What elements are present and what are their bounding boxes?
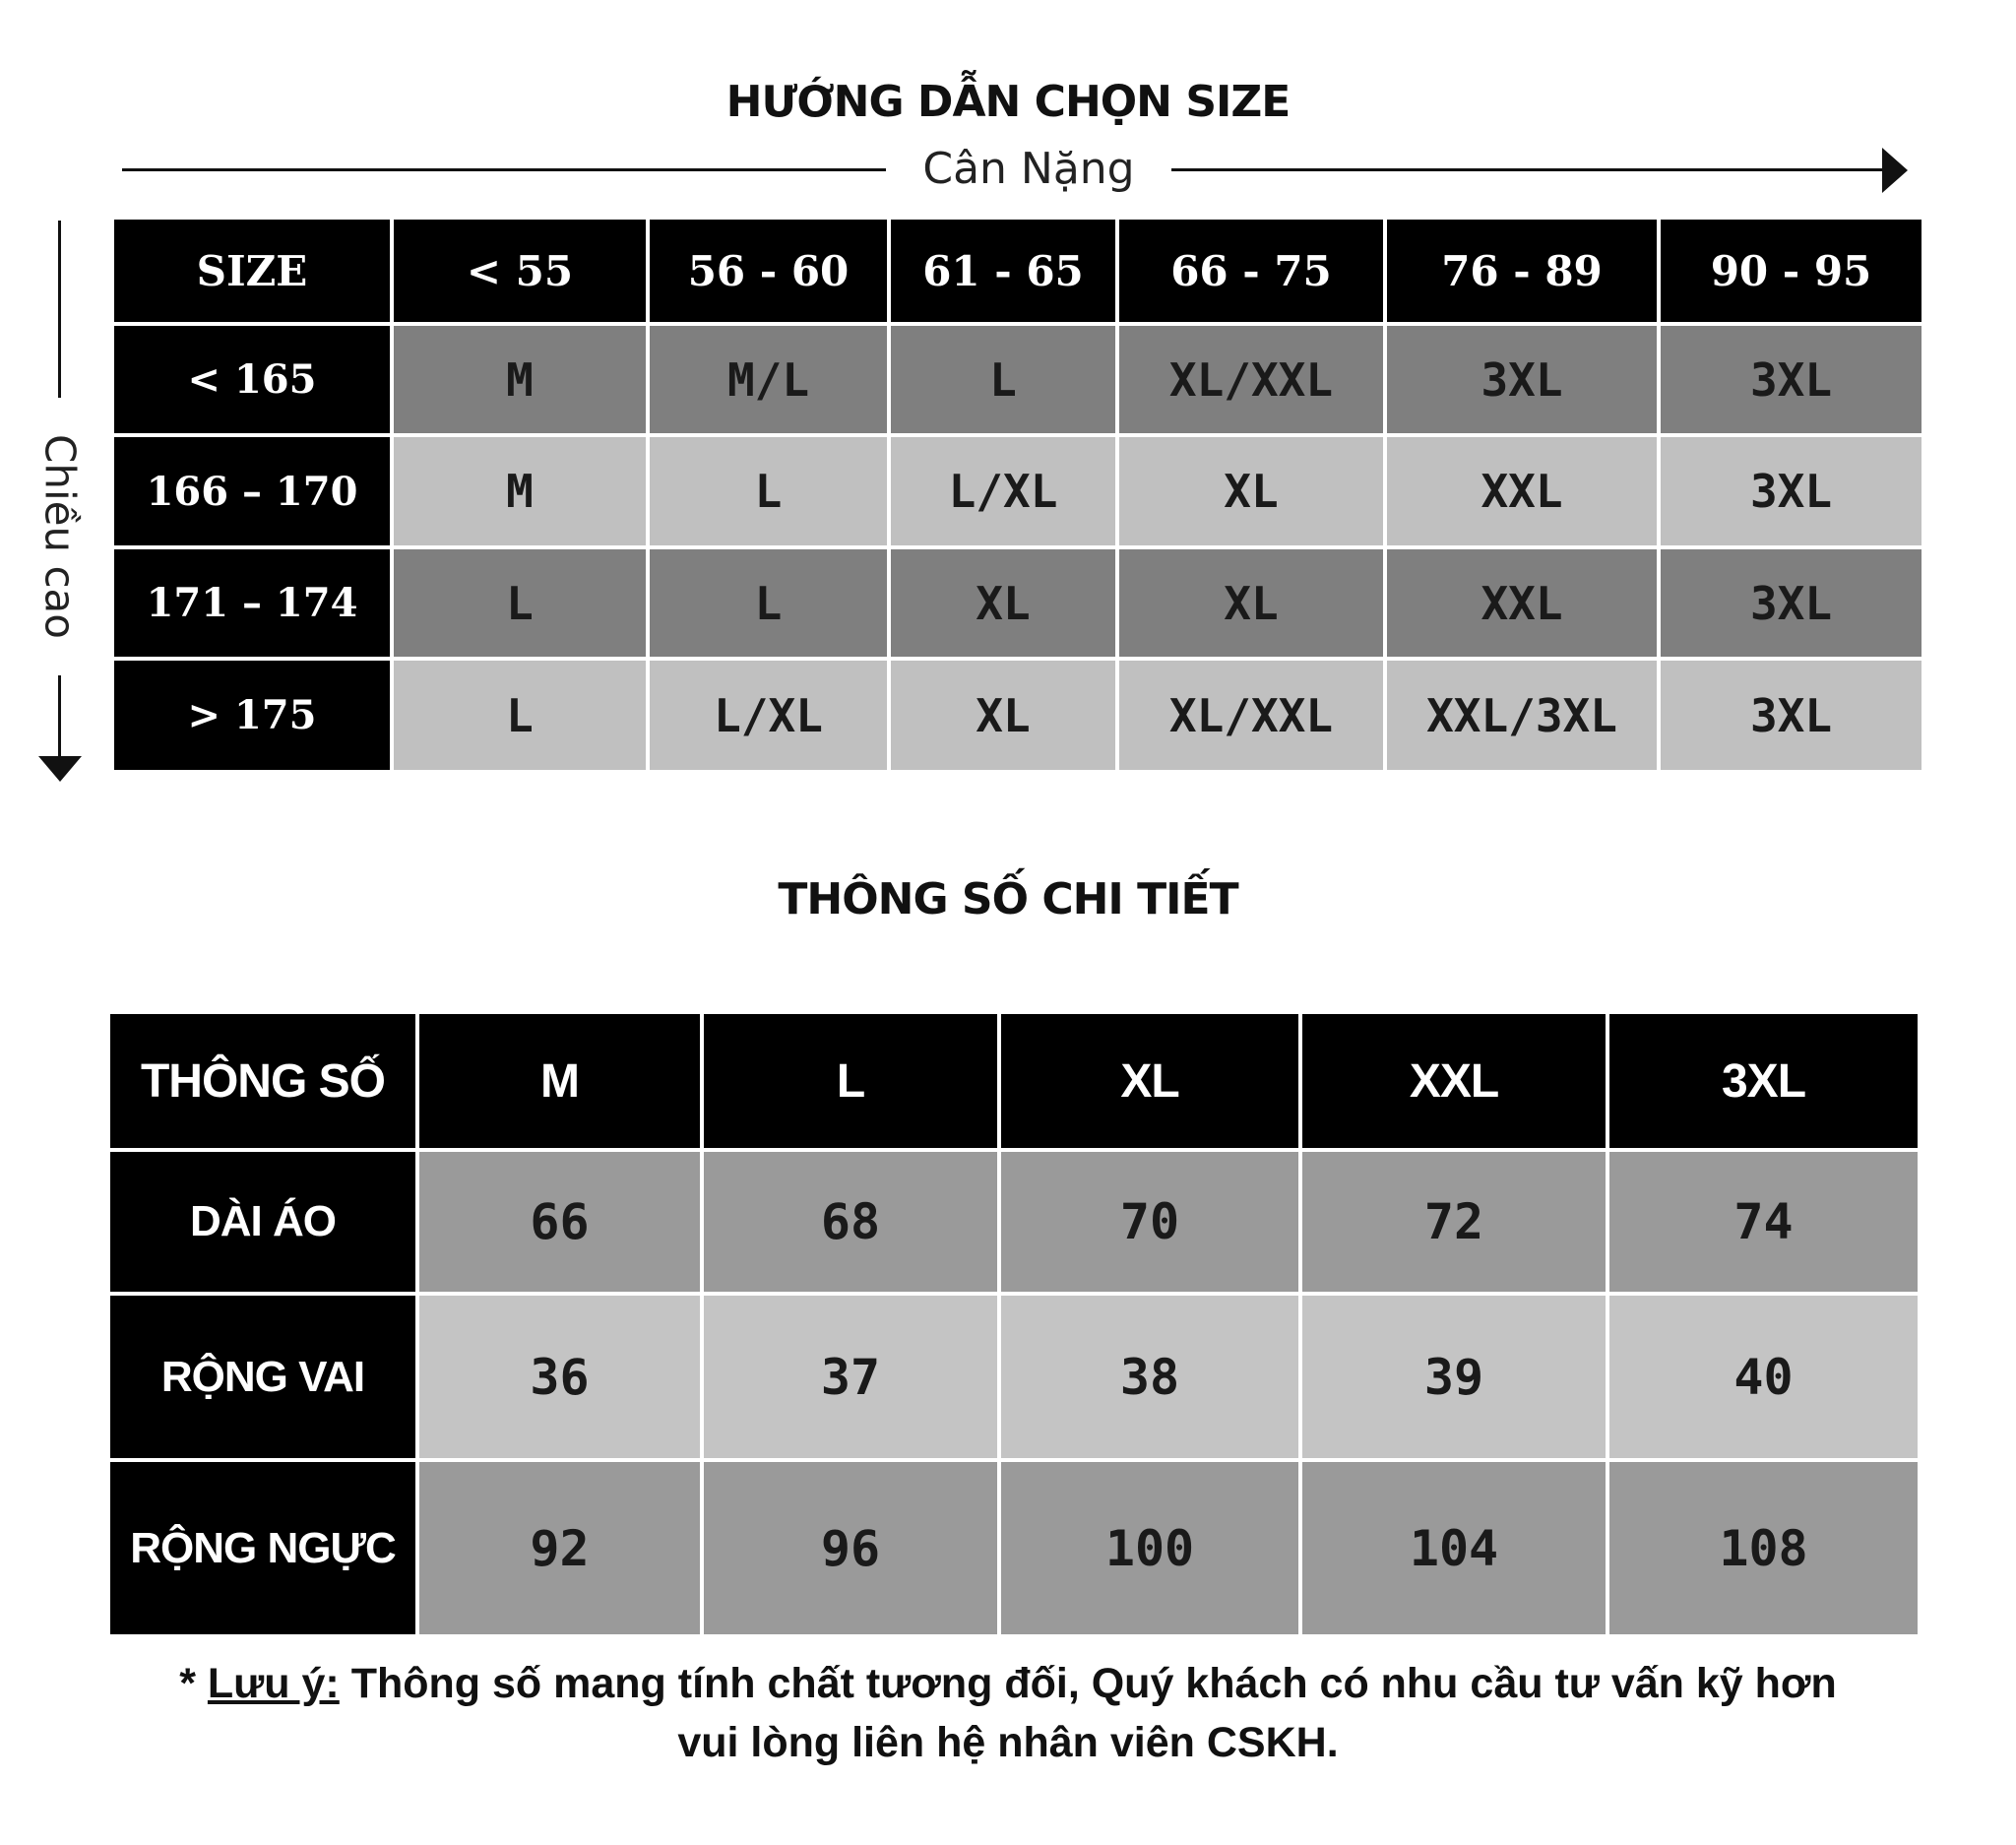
size-column-header: 3XL — [1609, 1014, 1918, 1148]
measure-cell: 37 — [704, 1296, 997, 1458]
measure-cell: 39 — [1302, 1296, 1606, 1458]
measure-cell: 100 — [1001, 1462, 1298, 1634]
height-row-label: 171 – 174 — [114, 549, 390, 657]
measure-cell: 72 — [1302, 1152, 1606, 1292]
measure-cell: 92 — [419, 1462, 700, 1634]
size-column-header: XL — [1001, 1014, 1298, 1148]
weight-header-cell: 56 - 60 — [650, 220, 887, 322]
weight-axis-line-right — [1171, 168, 1886, 171]
arrow-right-icon — [1882, 148, 1908, 193]
height-row-label: 166 – 170 — [114, 437, 390, 545]
measure-cell: 36 — [419, 1296, 700, 1458]
specs-header-cell: THÔNG SỐ — [110, 1014, 415, 1148]
size-cell: XL/XXL — [1119, 661, 1383, 770]
size-cell: M/L — [650, 326, 887, 433]
size-cell: 3XL — [1387, 326, 1657, 433]
measure-cell: 40 — [1609, 1296, 1918, 1458]
weight-header-cell: 61 - 65 — [891, 220, 1115, 322]
note-line-2: vui lòng liên hệ nhân viên CSKH. — [677, 1719, 1339, 1766]
size-cell: L/XL — [650, 661, 887, 770]
size-cell: 3XL — [1661, 326, 1922, 433]
measure-cell: 70 — [1001, 1152, 1298, 1292]
size-column-header: L — [704, 1014, 997, 1148]
height-axis-line-top — [58, 221, 61, 398]
size-column-header: M — [419, 1014, 700, 1148]
size-cell: 3XL — [1661, 549, 1922, 657]
note-body: Thông số mang tính chất tương đối, Quý khách có nhu cầu tư vấn kỹ hơn — [339, 1660, 1837, 1707]
weight-axis-line-left — [122, 168, 886, 171]
size-cell: L — [650, 437, 887, 545]
measure-cell: 68 — [704, 1152, 997, 1292]
measure-row-label: RỘNG NGỰC — [110, 1462, 415, 1634]
arrow-down-icon — [38, 756, 82, 782]
size-header-cell: SIZE — [114, 220, 390, 322]
size-cell: XXL/3XL — [1387, 661, 1657, 770]
measure-cell: 38 — [1001, 1296, 1298, 1458]
height-axis-line-bottom — [58, 675, 61, 760]
measure-cell: 74 — [1609, 1152, 1918, 1292]
note-label: Lưu ý: — [207, 1660, 340, 1707]
size-cell: M — [394, 437, 646, 545]
weight-header-cell: 76 - 89 — [1387, 220, 1657, 322]
weight-header-cell: 66 - 75 — [1119, 220, 1383, 322]
size-cell: L — [394, 661, 646, 770]
size-column-header: XXL — [1302, 1014, 1606, 1148]
detail-specs-title: THÔNG SỐ CHI TIẾT — [778, 874, 1238, 924]
size-cell: XL — [891, 549, 1115, 657]
size-cell: XL — [1119, 437, 1383, 545]
note-line-1 — [0, 1654, 2016, 1713]
measure-cell: 96 — [704, 1462, 997, 1634]
size-cell: XL — [1119, 549, 1383, 657]
measure-cell: 108 — [1609, 1462, 1918, 1634]
measure-cell: 66 — [419, 1152, 700, 1292]
note-text — [0, 1654, 2016, 1772]
size-cell: L/XL — [891, 437, 1115, 545]
height-row-label: > 175 — [114, 661, 390, 770]
size-cell: 3XL — [1661, 661, 1922, 770]
size-cell: L — [394, 549, 646, 657]
note-prefix: * — [179, 1660, 208, 1707]
size-cell: XL — [891, 661, 1115, 770]
measure-cell: 104 — [1302, 1462, 1606, 1634]
weight-axis-label: Cân Nặng — [922, 144, 1135, 194]
size-cell: M — [394, 326, 646, 433]
size-guide-title: HƯỚNG DẪN CHỌN SIZE — [725, 77, 1291, 127]
weight-header-cell: 90 - 95 — [1661, 220, 1922, 322]
size-cell: L — [650, 549, 887, 657]
size-cell: L — [891, 326, 1115, 433]
weight-header-cell: < 55 — [394, 220, 646, 322]
detail-specs-table — [110, 1014, 1922, 1638]
height-axis-label: Chiều cao — [35, 434, 85, 639]
height-row-label: < 165 — [114, 326, 390, 433]
measure-row-label: DÀI ÁO — [110, 1152, 415, 1292]
size-cell: 3XL — [1661, 437, 1922, 545]
measure-row-label: RỘNG VAI — [110, 1296, 415, 1458]
size-cell: XXL — [1387, 437, 1657, 545]
size-cell: XXL — [1387, 549, 1657, 657]
size-guide-table — [114, 220, 1918, 766]
size-cell: XL/XXL — [1119, 326, 1383, 433]
